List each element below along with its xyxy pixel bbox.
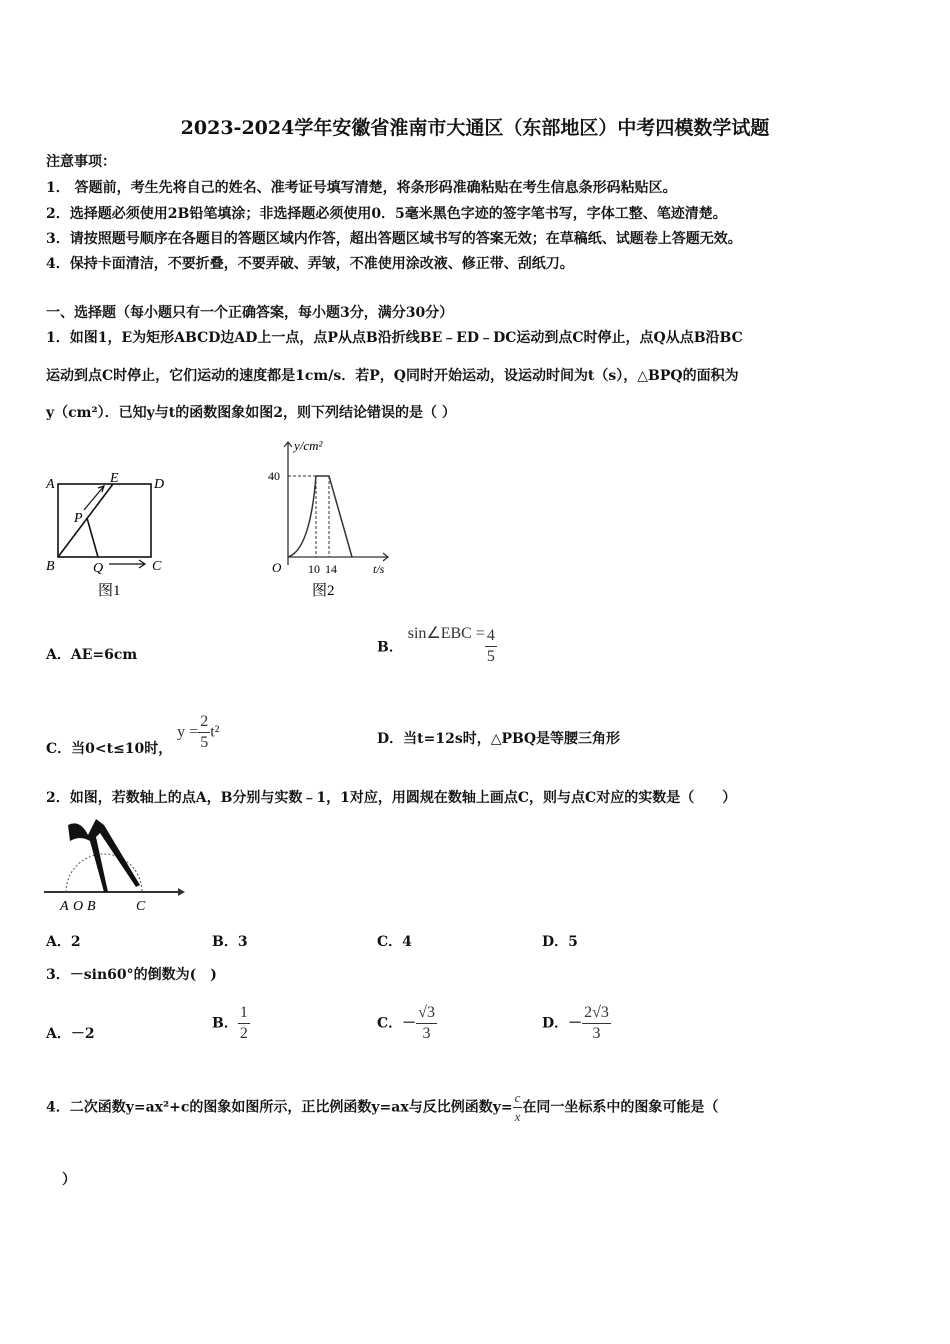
notice-item: 3．请按照题号顺序在各题目的答题区域内作答，超出答题区域书写的答案无效；在草稿纸、试题卷上答题无效。 xyxy=(46,231,742,247)
compass-number-line-figure xyxy=(40,815,190,920)
label-e: E xyxy=(110,471,119,486)
option-d[interactable]: D．当t=12s时，△PBQ是等腰三角形 xyxy=(377,731,621,747)
denominator: 2 xyxy=(239,1025,248,1042)
option-label: C．－ xyxy=(377,1015,417,1032)
fraction xyxy=(416,1003,437,1044)
math-expr: sin∠EBC = xyxy=(407,624,485,642)
compass-icon xyxy=(68,819,140,892)
label-a: A xyxy=(60,899,69,914)
option-c[interactable] xyxy=(377,1003,437,1044)
option-label: B． xyxy=(377,639,403,656)
option-c[interactable]: C．4 xyxy=(377,934,412,950)
option-c[interactable] xyxy=(46,712,220,757)
numerator: 2 xyxy=(198,712,210,733)
option-label: C．当0<t≤10时， xyxy=(46,740,173,757)
numerator: 2√3 xyxy=(582,1003,611,1024)
option-label: D．－ xyxy=(542,1015,583,1032)
label-d: D xyxy=(154,477,165,492)
question-text: 运动到点C时停止，它们运动的速度都是1cm/s．若P，Q同时开始运动，设运动时间为t（s），△BPQ的面积为 xyxy=(46,368,739,384)
question-text-part: 在同一坐标系中的图象可能是（ xyxy=(522,1099,719,1116)
x-axis-label: t/s xyxy=(373,562,385,576)
fraction xyxy=(238,1003,250,1044)
question-text xyxy=(46,1089,718,1126)
question-text-part: 4．二次函数y=ax²+c的图象如图所示，正比例函数y=ax与反比例函数y= xyxy=(46,1099,513,1116)
denominator: 5 xyxy=(200,734,209,751)
denominator: 3 xyxy=(592,1025,601,1042)
option-d[interactable] xyxy=(542,1003,611,1044)
option-label: B． xyxy=(212,1015,238,1032)
section-heading: 一、选择题（每小题只有一个正确答案，每小题3分，满分30分） xyxy=(46,305,454,321)
denominator: 3 xyxy=(422,1025,431,1042)
fraction xyxy=(513,1089,523,1126)
label-b: B xyxy=(46,559,55,574)
option-a[interactable]: A．2 xyxy=(46,934,81,950)
numerator: √3 xyxy=(416,1003,437,1024)
figure-1-caption: 图1 xyxy=(98,583,121,599)
label-p: P xyxy=(74,511,83,526)
question-text: 2．如图，若数轴上的点A，B分别与实数﹣1，1对应，用圆规在数轴上画点C，则与点C对应的实数是（ ） xyxy=(46,790,737,806)
y-tick: 40 xyxy=(268,469,280,483)
question-text-close: ） xyxy=(62,1172,76,1188)
fraction xyxy=(198,712,210,753)
numerator: 1 xyxy=(238,1003,250,1024)
question-text: y（cm²）．已知y与t的函数图象如图2，则下列结论错误的是（ ） xyxy=(46,405,456,421)
notice-heading: 注意事项： xyxy=(46,154,116,170)
denominator: x xyxy=(514,1109,521,1124)
label-a: A xyxy=(46,477,55,492)
page-title: 2023-2024学年安徽省淮南市大通区（东部地区）中考四模数学试题 xyxy=(180,117,770,139)
math-expr: y = xyxy=(177,723,199,741)
option-b[interactable] xyxy=(212,1003,250,1044)
denominator: 5 xyxy=(486,648,495,665)
label-q: Q xyxy=(93,561,104,576)
origin-label: O xyxy=(272,560,282,575)
numerator: 4 xyxy=(485,626,497,647)
notice-item: 4．保持卡面清洁，不要折叠，不要弄破、弄皱，不准使用涂改液、修正带、刮纸刀。 xyxy=(46,256,574,272)
option-a[interactable]: A．AE=6cm xyxy=(46,647,138,663)
figure-2-graph xyxy=(268,438,388,599)
notice-item: 2．选择题必须使用2B铅笔填涂；非选择题必须使用0．5毫米黑色字迹的签字笔书写，字体工整、笔迹清楚。 xyxy=(46,206,727,222)
math-expr: t² xyxy=(210,723,220,741)
option-b[interactable] xyxy=(377,626,497,667)
x-tick: 14 xyxy=(325,562,337,576)
notice-item: 1． 答题前，考生先将自己的姓名、准考证号填写清楚，将条形码准确粘贴在考生信息条形码粘贴区。 xyxy=(46,180,677,196)
label-c: C xyxy=(136,899,146,914)
x-tick: 10 xyxy=(308,562,320,576)
fraction xyxy=(485,626,497,667)
question-text: 1．如图1，E为矩形ABCD边AD上一点，点P从点B沿折线BE﹣ED﹣DC运动到点C时停止，点Q从点B沿BC xyxy=(46,330,743,346)
y-axis-label: y/cm² xyxy=(294,438,323,453)
label-c: C xyxy=(152,559,162,574)
label-b: B xyxy=(87,899,96,914)
figure-2-caption: 图2 xyxy=(312,583,335,599)
option-d[interactable]: D．5 xyxy=(542,934,578,950)
fraction xyxy=(582,1003,611,1044)
label-o: O xyxy=(73,899,84,914)
question-text: 3．－sin60°的倒数为( ) xyxy=(46,967,217,983)
option-a[interactable]: A．－2 xyxy=(46,1026,95,1042)
figure-1-rectangle xyxy=(40,430,400,610)
numerator: c xyxy=(513,1089,523,1108)
option-b[interactable]: B．3 xyxy=(212,934,248,950)
